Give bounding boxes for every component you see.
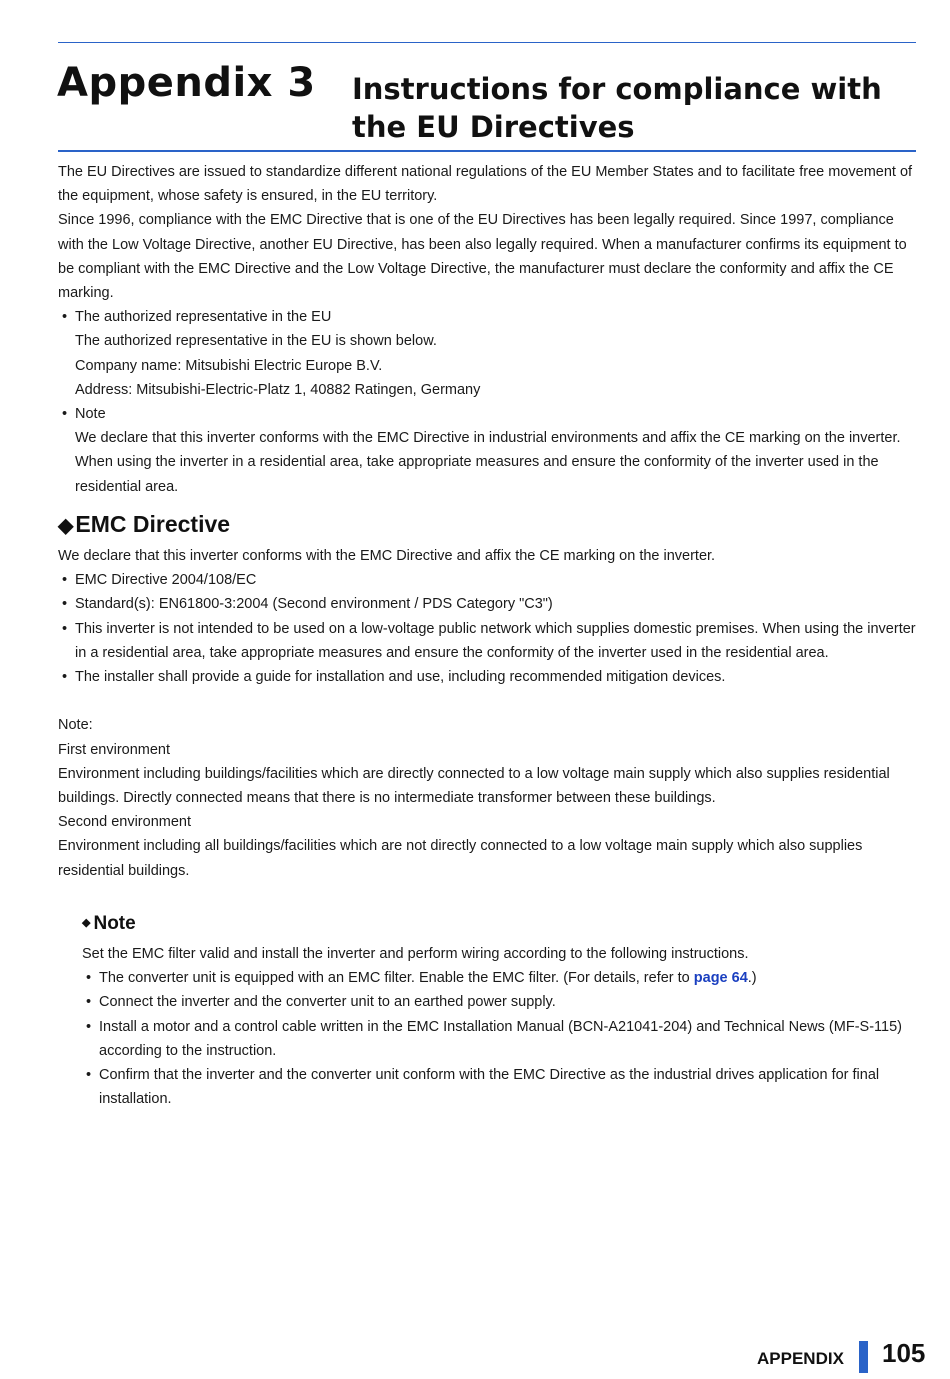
second-environment-text: Environment including all buildings/facilities which are not directly connected to a low voltage main supply which also supplies residential buildings. — [58, 838, 863, 879]
spacer — [58, 689, 916, 713]
emc-bullet-standard: • Standard(s): EN61800-3:2004 (Second environment / PDS Category "C3") — [58, 592, 916, 616]
page-title-line-1: Instructions for compliance with — [352, 72, 882, 106]
note-bullet-text: We declare that this inverter conforms with the EMC Directive in industrial environments and affix the CE marking on the inverter. When using the inverter in a residential area, take appropriate measures and ensure the conformity of the inverter used in the residential area. — [75, 430, 901, 495]
note-bullet-install: • Install a motor and a control cable written in the EMC Installation Manual (BCN-A21041-204) and Technical News (MF-S-115) according to the instruction. — [82, 1015, 918, 1063]
note-bullet: • Note — [58, 402, 916, 426]
intro-paragraph-2: Since 1996, compliance with the EMC Directive that is one of the EU Directives has been legally required. Since 1997, compliance with the Low Voltage Directive, another EU Directive, has been also legally required. When a manufacturer confirms its equipment to be compliant with the EMC Directive and the Low Voltage Directive, the manufacturer must declare the conformity and affix the CE marking. — [58, 212, 907, 302]
intro-section — [58, 160, 916, 499]
note-bullet-earthed: • Connect the inverter and the converter unit to an earthed power supply. — [82, 990, 918, 1014]
footer-accent-bar — [859, 1341, 868, 1373]
emc-bullet-installer: • The installer shall provide a guide for installation and use, including recommended mitigation devices. — [58, 665, 916, 689]
footer-section-label: APPENDIX — [757, 1349, 844, 1368]
emc-intro: We declare that this inverter conforms with the EMC Directive and affix the CE marking on the inverter. — [58, 548, 716, 564]
first-environment-text: Environment including buildings/facilities which are directly connected to a low voltage main supply which also supplies residential buildings. Directly connected means that there is no intermediate transformer between these buildings. — [58, 765, 890, 807]
first-environment-title: First environment — [58, 741, 171, 758]
appendix-number: Appendix 3 — [57, 60, 316, 106]
note-heading — [82, 913, 136, 935]
address-line: Address: Mitsubishi-Electric-Platz 1, 40882 Ratingen, Germany — [75, 381, 481, 398]
note-bullet-emc-filter — [82, 966, 918, 990]
emc-section — [58, 544, 916, 883]
intro-paragraph-1: The EU Directives are issued to standardize different national regulations of the EU Member States and to facilitate free movement of the equipment, whose safety is ensured, in the EU territory. — [58, 164, 913, 205]
note-bullet-1-end: .) — [747, 970, 757, 987]
page-64-link[interactable]: page 64 — [693, 970, 748, 987]
company-name-line: Company name: Mitsubishi Electric Europe B.V. — [75, 357, 383, 374]
diamond-icon: ◆ — [58, 515, 74, 537]
note-heading-text: Note — [93, 913, 136, 934]
page-title — [352, 70, 922, 146]
emc-heading-text: EMC Directive — [75, 511, 231, 537]
page-number: 105 — [882, 1338, 926, 1368]
emc-directive-heading — [58, 511, 230, 538]
environment-note-label: Note: — [58, 717, 93, 734]
second-environment-title: Second environment — [58, 814, 191, 831]
representative-line: The authorized representative in the EU is shown below. — [75, 333, 437, 350]
emc-bullet-directive: • EMC Directive 2004/108/EC — [58, 568, 916, 592]
small-diamond-icon: ◆ — [82, 917, 91, 929]
emc-bullet-network: • This inverter is not intended to be used on a low-voltage public network which supplies domestic premises. When using the inverter in a residential area, take appropriate measures and ensure the conformity of the inverter used in the residential area. — [58, 617, 916, 665]
header-top-rule — [58, 42, 916, 43]
page-title-line-2: the EU Directives — [352, 110, 635, 144]
header-bottom-rule — [58, 150, 916, 152]
note-bullet-1-text: The converter unit is equipped with an EMC filter. Enable the EMC filter. (For details, refer to — [99, 970, 694, 987]
note-intro: Set the EMC filter valid and install the inverter and perform wiring according to the following instructions. — [82, 946, 749, 962]
note-bullet-confirm: • Confirm that the inverter and the converter unit conform with the EMC Directive as the industrial drives application for final installation. — [82, 1063, 918, 1111]
note-section — [82, 942, 918, 1111]
representative-bullet: • The authorized representative in the EU — [58, 305, 916, 329]
